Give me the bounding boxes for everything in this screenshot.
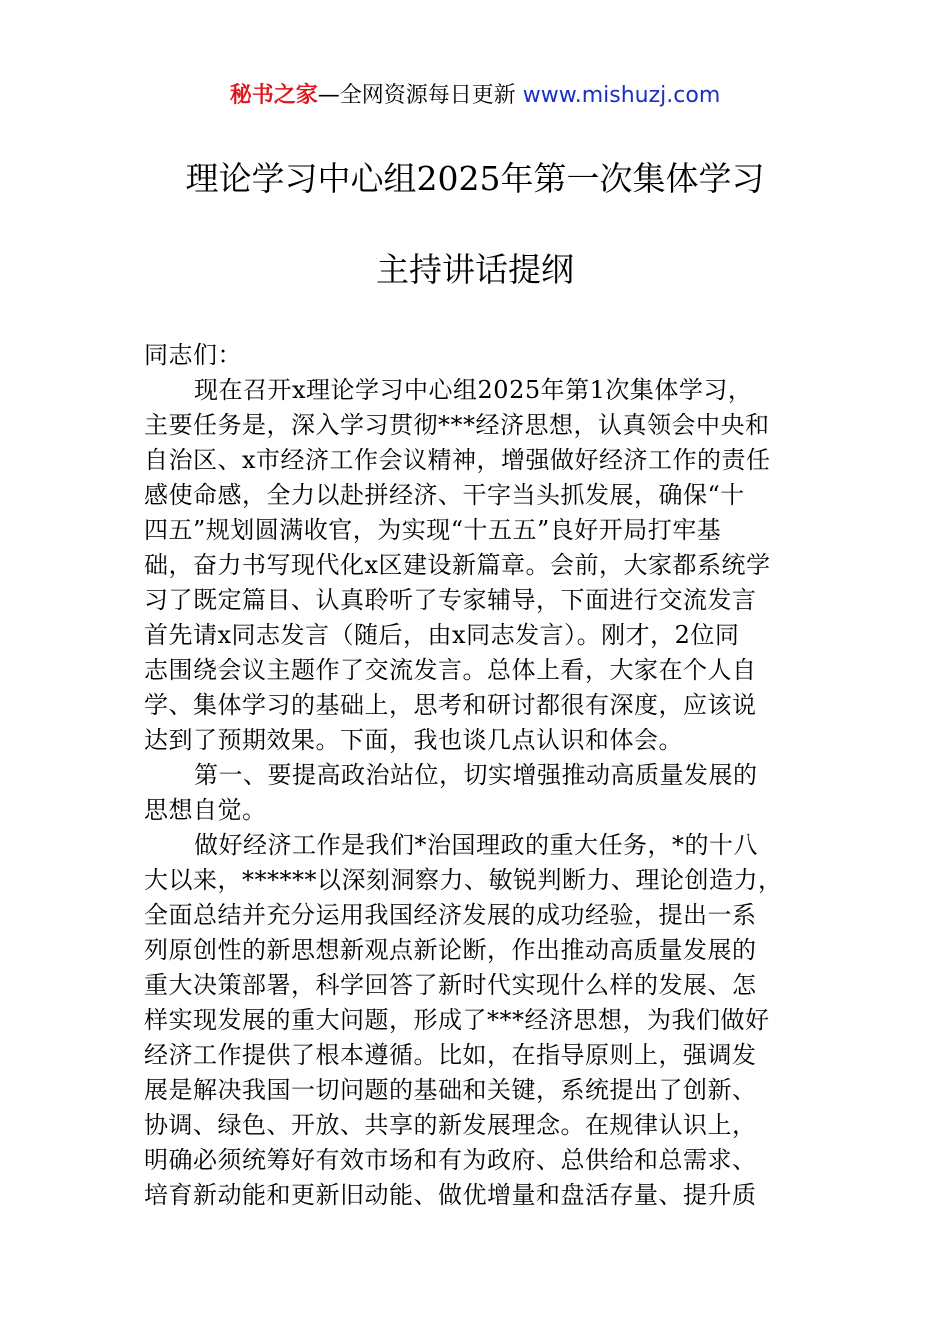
text-line: 重大决策部署，科学回答了新时代实现什么样的发展、怎 xyxy=(144,971,757,999)
document-title-line-1: 理论学习中心组2025年第一次集体学习 xyxy=(185,159,765,198)
text-line: 做好经济工作是我们*治国理政的重大任务，*的十八 xyxy=(194,831,758,859)
text-line: 四五”规划圆满收官，为实现“十五五”良好开局打牢基 xyxy=(144,516,722,544)
site-brand: 秘书之家 xyxy=(229,83,318,108)
site-url[interactable]: www.mishuzj.com xyxy=(522,83,721,108)
text-line: 现在召开x理论学习中心组2025年第1次集体学习， xyxy=(194,376,753,404)
text-line: 大以来，******以深刻洞察力、敏锐判断力、理论创造力， xyxy=(144,866,783,894)
text-line: 感使命感，全力以赴拼经济、干字当头抓发展，确保“十 xyxy=(144,481,745,509)
text-line: 列原创性的新思想新观点新论断，作出推动高质量发展的 xyxy=(144,936,757,964)
section-heading-continued: 思想自觉。 xyxy=(144,796,267,824)
text-line: 明确必须统筹好有效市场和有为政府、总供给和总需求、 xyxy=(144,1146,757,1174)
site-slogan: —全网资源每日更新 xyxy=(317,83,523,108)
text-line: 志围绕会议主题作了交流发言。总体上看，大家在个人自 xyxy=(144,656,757,684)
text-line: 主要任务是，深入学习贯彻***经济思想，认真领会中央和 xyxy=(144,411,770,439)
text-line: 全面总结并充分运用我国经济发展的成功经验，提出一系 xyxy=(144,901,757,929)
text-line: 学、集体学习的基础上，思考和研讨都很有深度，应该说 xyxy=(144,691,757,719)
site-header xyxy=(0,80,950,112)
section-heading: 第一、要提高政治站位，切实增强推动高质量发展的 xyxy=(194,761,758,789)
text-line: 展是解决我国一切问题的基础和关键，系统提出了创新、 xyxy=(144,1076,757,1104)
text-line: 协调、绿色、开放、共享的新发展理念。在规律认识上， xyxy=(144,1111,757,1139)
text-line: 同志们： xyxy=(144,341,242,369)
document-body xyxy=(144,338,812,1213)
text-line: 样实现发展的重大问题，形成了***经济思想，为我们做好 xyxy=(144,1006,770,1034)
text-line: 础，奋力书写现代化x区建设新篇章。会前，大家都系统学 xyxy=(144,551,771,579)
document-title-line-2: 主持讲话提纲 xyxy=(376,250,574,289)
text-line: 培育新动能和更新旧动能、做优增量和盘活存量、提升质 xyxy=(144,1181,757,1209)
text-line: 经济工作提供了根本遵循。比如，在指导原则上，强调发 xyxy=(144,1041,757,1069)
text-line: 达到了预期效果。下面，我也谈几点认识和体会。 xyxy=(144,726,683,754)
text-line: 自治区、x市经济工作会议精神，增强做好经济工作的责任 xyxy=(144,446,771,474)
text-line: 首先请x同志发言（随后，由x同志发言）。刚才，2位同 xyxy=(144,621,740,649)
text-line: 习了既定篇目、认真聆听了专家辅导，下面进行交流发言 xyxy=(144,586,757,614)
